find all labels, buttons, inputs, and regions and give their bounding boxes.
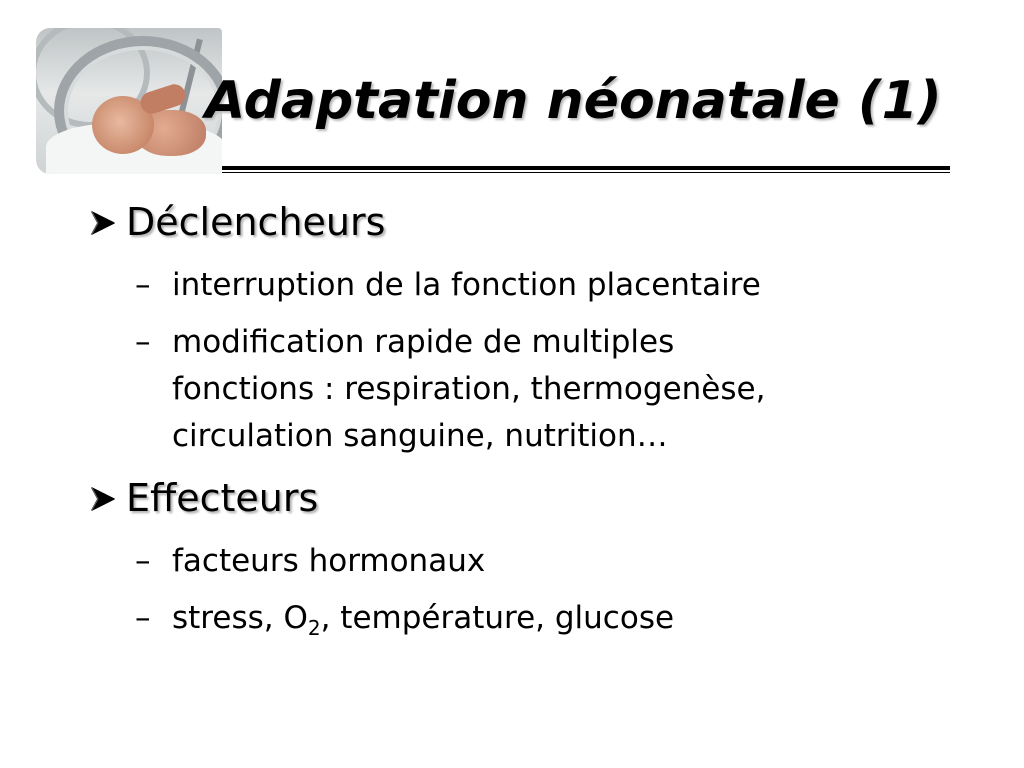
text-after-subscript: , température, glucose xyxy=(320,600,675,636)
text-before-subscript: stress, O xyxy=(172,600,308,636)
newborn-incubator-photo xyxy=(36,28,222,174)
section-heading-text: Déclencheurs xyxy=(126,200,386,244)
dash-bullet: – xyxy=(135,543,151,579)
subscript: 2 xyxy=(307,616,321,641)
list-item-text-line3: circulation sanguine, nutrition… xyxy=(172,418,668,454)
arrow-bullet-icon xyxy=(88,476,120,520)
slide-title: Adaptation néonatale (1) xyxy=(205,71,942,131)
list-item-text: interruption de la fonction placentaire xyxy=(172,267,761,303)
section-heading xyxy=(88,476,318,520)
section-heading xyxy=(88,200,385,244)
list-item-text-line2: fonctions : respiration, thermogenèse, xyxy=(172,371,766,407)
dash-bullet: – xyxy=(135,600,151,636)
section-effecteurs xyxy=(88,476,318,520)
dash-bullet: – xyxy=(135,324,151,360)
list-item-text xyxy=(172,595,674,651)
section-heading-text: Effecteurs xyxy=(126,476,319,520)
title-underline-thin xyxy=(222,172,950,173)
arrow-bullet-icon xyxy=(88,200,120,244)
dash-bullet: – xyxy=(135,267,151,303)
title-underline xyxy=(222,166,950,170)
list-item-text-line1: modification rapide de multiples xyxy=(172,324,675,360)
list-item-text: facteurs hormonaux xyxy=(172,543,486,579)
section-declencheurs xyxy=(88,200,385,244)
